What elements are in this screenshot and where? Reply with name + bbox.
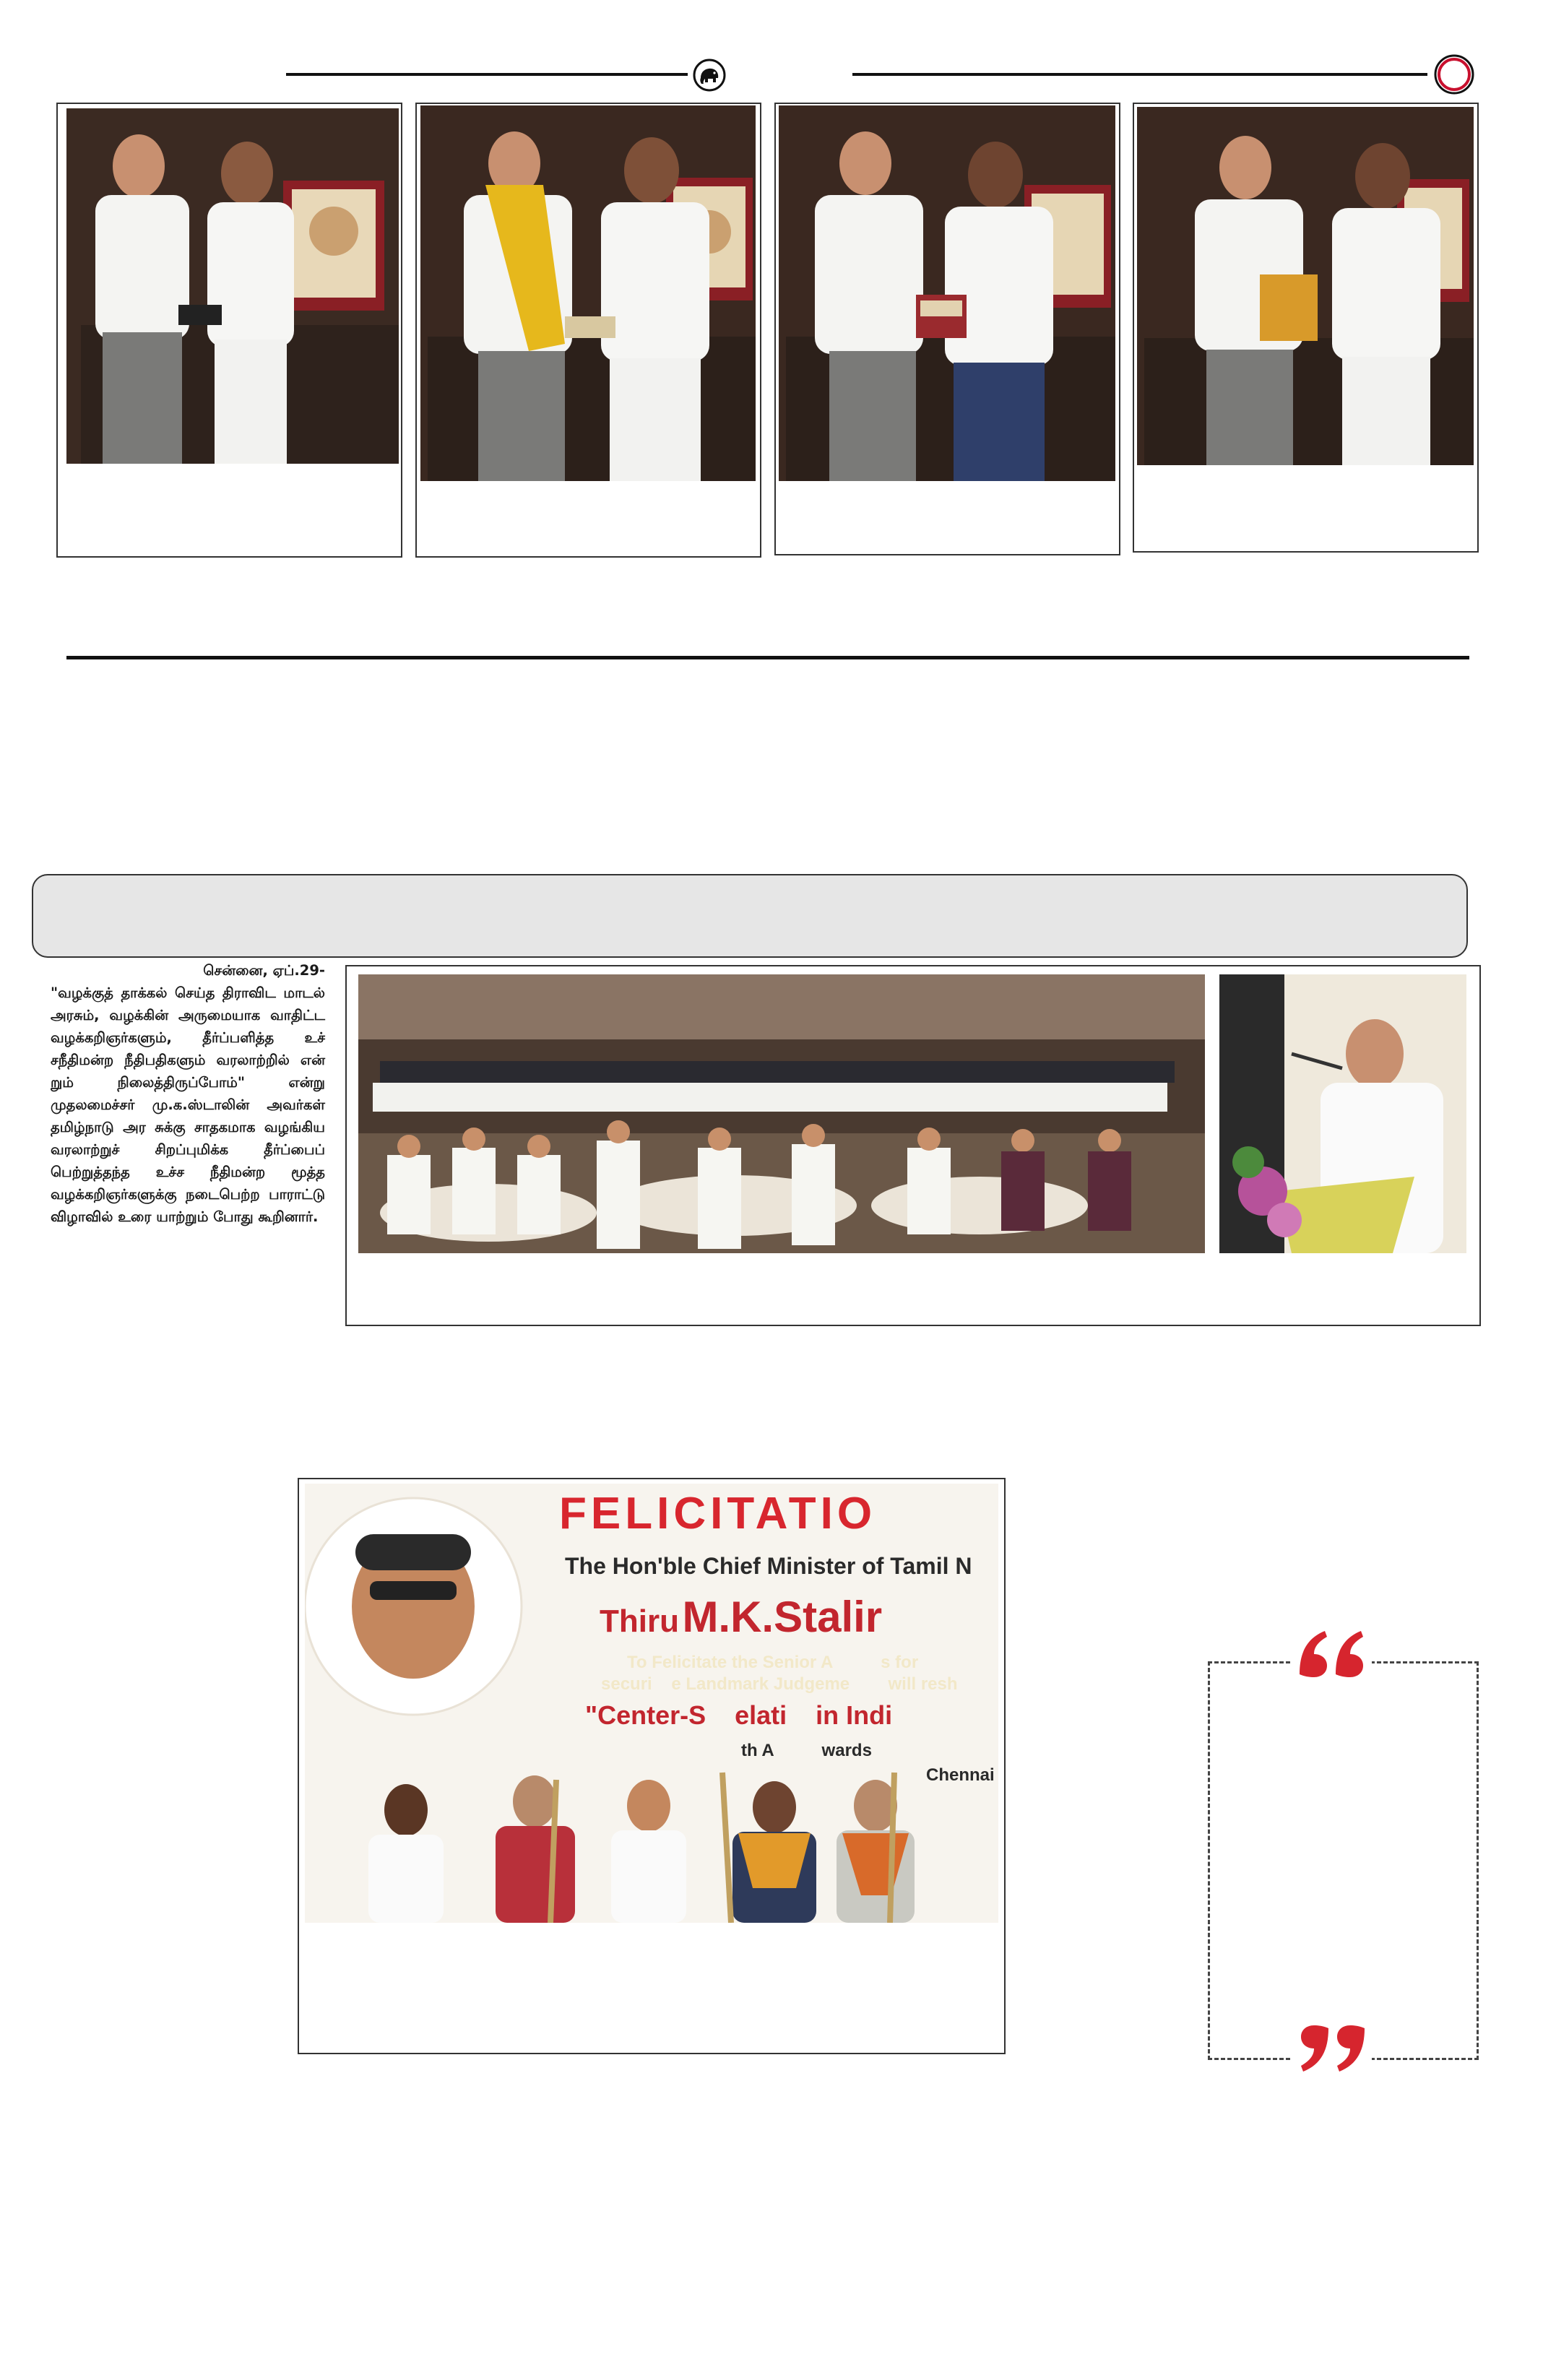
photo-book-presentation: [66, 108, 399, 464]
banner-name-prefix: Thiru: [600, 1604, 679, 1639]
banner-line-2: securi e Landmark Judgeme will resh: [601, 1674, 958, 1694]
photo-shawl-presentation: [420, 105, 756, 481]
photo-felicitation-stage: [305, 1484, 998, 1923]
section-divider: [66, 656, 1469, 659]
banner-name-line: [600, 1592, 882, 1642]
banner-line-1: To Felicitate the Senior A s for: [627, 1653, 919, 1672]
open-quote-icon: [1292, 1624, 1372, 1682]
headline-box: [32, 874, 1468, 958]
article-lede: [51, 959, 325, 1228]
banner-line-4: th A wards: [741, 1741, 872, 1760]
banner-line-3: "Center-S elati in Indi: [585, 1700, 893, 1730]
header-rule-right: [852, 73, 1427, 76]
elephant-emblem-icon: [692, 58, 727, 92]
photo-memento-presentation: [779, 105, 1115, 481]
header-rule-left: [286, 73, 688, 76]
banner-title: FELICITATIO: [559, 1489, 877, 1539]
banner-subtitle: The Hon'ble Chief Minister of Tamil N: [565, 1553, 972, 1579]
photo-gift-presentation: [1137, 107, 1474, 465]
photo-audience-hall: [358, 974, 1205, 1253]
page-badge-circle-icon: [1433, 53, 1475, 95]
banner-line-5: Chennai: [926, 1765, 995, 1785]
article-lede-text: "வழக்குத் தாக்கல் செய்த திராவிட மாடல் அரசும், வழக்கின் அருமையாக வாதிட்ட வழக்கறிஞர்களும், தீர்ப்பளித்த உச் சநீதிமன்ற நீதிபதிகளும் வரலாற்றில் என் றும் நிலைத்திருப்போம்" என்று முதலமைச்சர் மு.க.ஸ்டாலின் அவர்கள் தமிழ்நாடு அர சுக்கு சாதகமாக வழங்கிய வரலாற்றுச் சிறப்புமிக்க தீர்ப்பைப் பெற்றுத்தந்த உச்ச நீதிமன்ற மூத்த வழக்கறிஞர்களுக்கு நடைபெற்ற பாராட்டு விழாவில் உரை யாற்றும் போது கூறினார்.: [51, 985, 325, 1225]
banner-name: M.K.Stalir: [682, 1593, 883, 1641]
pull-quote-box: [1208, 1661, 1479, 2060]
photo-chief-minister-speech: [1219, 974, 1466, 1253]
article-dateline: சென்னை, ஏப்.29-: [203, 962, 325, 979]
close-quote-icon: [1292, 2021, 1372, 2079]
